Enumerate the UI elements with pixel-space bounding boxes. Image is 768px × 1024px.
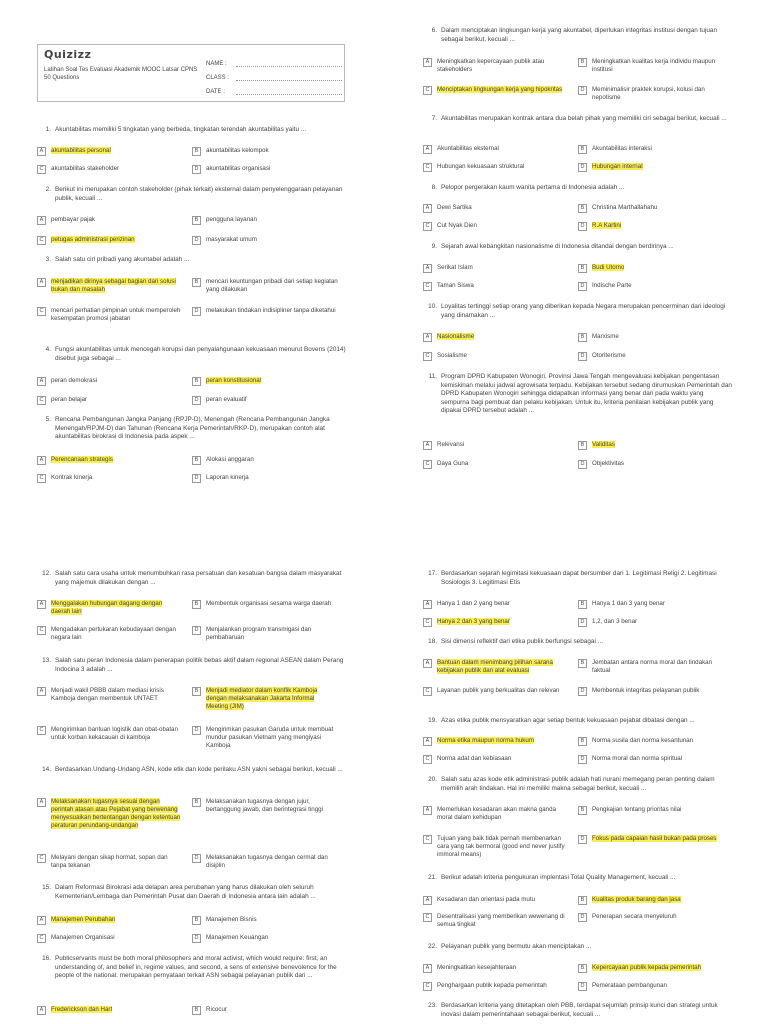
- question-number: 16.: [42, 955, 51, 962]
- question-number: 9.: [431, 243, 437, 250]
- name-field: NAME :: [206, 53, 342, 67]
- option-letter-box: B: [192, 916, 201, 925]
- option-letter-box: A: [423, 58, 432, 67]
- question-number: 18.: [428, 638, 437, 645]
- option-letter-box: C: [37, 236, 46, 245]
- option-text: Mengirimkan pasukan Garuda untuk membuat mundur pasukan Vietnam yang mengiyasi Kamboja: [206, 726, 334, 749]
- option-text: Meningkatkan kualitas kerja individu maupun institusi: [592, 58, 716, 73]
- option-letter-box: A: [423, 264, 432, 273]
- question-text: Rencana Pembangunan Jangka Panjang (RPJP-D), Menengah (Rencana Pembangunan Jangka Menengah/RPJM-D) dan Tahunan (Rencana Kerja Pemerintah/RKP-D), merupakan contoh alat akuntabilitas birokrasi di Indonesia pada aspek ...: [55, 416, 330, 441]
- option-letter-box: A: [37, 377, 46, 386]
- option-letter-box: D: [578, 755, 587, 764]
- option-letter-box: B: [578, 204, 587, 213]
- option-text: pengguna layanan: [206, 216, 257, 223]
- option-text: Akuntabilitas eksternal: [437, 145, 499, 152]
- question-text: Dalam Reformasi Birokrasi ada delapan area perubahan yang harus dilakukan oleh seluruh Kementerian/Lembaga dan Pemerintah Pusat dan Daerah di Indonesia antara lain adalah ...: [55, 884, 316, 900]
- option-text: Otoriterisme: [592, 352, 626, 359]
- option-letter-box: C: [37, 165, 46, 174]
- option-text: Melayani dengan sikap hormat, sopan dan tanpa tekanan: [51, 854, 168, 869]
- option-text: Akuntabilitas interaksi: [592, 145, 652, 152]
- question-text: Fungsi akuntabilitas untuk mencegah korupsi dan penyalahgunaan kekuasaan menurut Bovens (2014) disebut juga sebagai ...: [55, 346, 346, 362]
- question-number: 22.: [428, 943, 437, 950]
- correct-answer-text: Nasionalisme: [437, 333, 475, 340]
- option-text: Marxisme: [592, 333, 619, 340]
- option-text: melakukan tindakan indisipliner tanpa diketahui: [206, 307, 336, 314]
- option-letter-box: C: [37, 474, 46, 483]
- question-number: 6.: [431, 27, 437, 34]
- question-number: 7.: [431, 115, 437, 122]
- question-text: Program DPRD Kabupaten Wonogiri, Provinsi Jawa Tengah mengevaluasi kebijakan pengentasan kemiskinan melalui jadwal agrowisata terpadu. Kebijakan tersebut sedang dirumuskan Pemerintah dan DPRD Kabupaten Wonogiri sehingga didapatkan informasi yang benar dan pada waktu yang sempurna bagi pembuat dan pelaku kebijakan. Untuk itu, kriteria penilaian kebijakan publik yang dipakai DPRD tersebut adalah ...: [441, 373, 732, 415]
- question-number: 8.: [431, 184, 437, 191]
- option-letter-box: B: [578, 600, 587, 609]
- question-number: 12.: [42, 570, 51, 577]
- quiz-title-block: [44, 66, 204, 82]
- option-text: Serikat Islam: [437, 264, 473, 271]
- option-text: akuntabilitas kelompok: [206, 147, 269, 154]
- question-number: 1.: [45, 126, 51, 133]
- correct-answer-text: Bantuan dalam menimbang pilihan sarana kebijakan publik dan alat evaluasi: [437, 659, 553, 674]
- option-letter-box: A: [423, 204, 432, 213]
- correct-answer-text: peran konstitusional: [206, 377, 262, 384]
- option-letter-box: A: [37, 600, 46, 609]
- option-letter-box: A: [37, 216, 46, 225]
- option-text: Penerapan secara menyeluruh: [592, 913, 677, 920]
- option-text: peran evaluatif: [206, 396, 247, 403]
- question-text: Sisi dimensi reflektif dari etika publik berfungsi sebagai ...: [441, 638, 603, 645]
- question-text: Berikut adalah kriteria pengukuran implentasi Total Quality Management, kecuali ...: [441, 874, 676, 881]
- option-letter-box: C: [423, 352, 432, 361]
- quiz-title: Latihan Soal Tes Evaluasi Akademik MOOC Latsar CPNS: [44, 67, 198, 73]
- correct-answer-text: petugas administrasi perizinan: [51, 236, 135, 243]
- question-text: Berdasarkan kriteria yang ditetapkan oleh PBB, terdapat sejumlah prinsip kunci dan strategi untuk inovasi dalam pemerintahaan sebagai berikut, kecuali ...: [441, 1002, 718, 1018]
- option-letter-box: C: [423, 163, 432, 172]
- option-letter-box: B: [578, 896, 587, 905]
- option-letter-box: A: [423, 333, 432, 342]
- question-text: Berdasarkan sejarah legimitasi kekuasaan dapat bersumber dari 1. Legitimasi Religi 2. Legitimasi Sosiologis 3. Legitimasi Etis: [441, 570, 717, 586]
- option-text: Manajemen Keuangan: [206, 934, 269, 941]
- option-text: Memerlukan kesadaran akan makna ganda moral dalam kehidupan: [437, 806, 557, 821]
- option-letter-box: D: [578, 982, 587, 991]
- correct-answer-text: Hubungan internal: [592, 163, 643, 170]
- option-letter-box: A: [423, 600, 432, 609]
- student-fields: [206, 53, 342, 95]
- option-text: Daya Guna: [437, 460, 469, 467]
- option-text: mencari perhatian pimpinan untuk memperoleh kesempatan promosi jabatan: [51, 307, 181, 322]
- option-text: Menjalankan program transmigasi dan pembaharuan: [206, 626, 312, 641]
- option-text: Penghargaan publik kepada pemerintah: [437, 982, 547, 989]
- option-letter-box: D: [192, 236, 201, 245]
- option-text: Taman Siswa: [437, 282, 474, 289]
- option-letter-box: B: [192, 278, 201, 287]
- option-letter-box: D: [578, 618, 587, 627]
- question-text: Dalam menciptakan lingkungan kerja yang akuntabel, diperlukan integritas institusi dengan tujuan sebagai berikut, kecuali ...: [441, 27, 718, 43]
- option-letter-box: D: [578, 86, 587, 95]
- option-text: Norma adat dan kebiasaan: [437, 755, 512, 762]
- option-letter-box: D: [578, 352, 587, 361]
- option-letter-box: D: [192, 396, 201, 405]
- correct-answer-text: Budi Utomo: [592, 264, 625, 271]
- question-count: 50 Questions: [44, 75, 80, 81]
- option-text: Menjadi wakil PBBB dalam mediasi krisis Kamboja dengan membentuk UNTAET: [51, 687, 164, 702]
- option-letter-box: B: [578, 145, 587, 154]
- option-letter-box: B: [578, 333, 587, 342]
- date-field: DATE :: [206, 81, 342, 95]
- option-text: mencari keuntungan pribadi dari setiap kegiatan yang dilakukan: [206, 278, 338, 293]
- option-letter-box: C: [423, 86, 432, 95]
- question-number: 17.: [428, 570, 437, 577]
- option-text: Pengkajian tentang prioritas nilai: [592, 806, 682, 813]
- correct-answer-text: Menggalakan hubungan dagang dengan daerah lain: [51, 600, 163, 615]
- question-text: Salah satu azas kode etik administrasi publik adalah hati nurani memegang peran penting dalam memilih arah tindakan. Hal ini memiliki makna sebagai berikut, kecuali ...: [441, 776, 715, 792]
- option-letter-box: C: [423, 618, 432, 627]
- question-text: Berikut ini merupakan contoh stakeholder (pihak terkait) eksternal dalam penyelenggaraan pelayanan publik, kecuali ...: [55, 186, 343, 202]
- correct-answer-text: Fokus pada capaian hasil bukan pada proses: [592, 835, 717, 842]
- option-letter-box: B: [192, 1006, 201, 1015]
- quizizz-logo: Quizizz: [44, 48, 92, 61]
- quiz-header: [37, 44, 345, 102]
- option-letter-box: A: [37, 456, 46, 465]
- question-text: Publicservants must be both moral philosophers and moral activist, which would require: first, an understanding of, and belief in, regime values, and second, a sens of extensive benevolence for the people of the national. merupakan pernyataan terkait ASN sebagai pelayanan publik dari ...: [55, 955, 337, 980]
- correct-answer-text: Hanya 2 dan 3 yang benar: [437, 618, 510, 625]
- correct-answer-text: Kepercayaan publik kepada pemerintah: [592, 964, 702, 971]
- option-letter-box: B: [192, 377, 201, 386]
- option-letter-box: B: [578, 964, 587, 973]
- option-letter-box: C: [423, 687, 432, 696]
- option-text: peran belajar: [51, 396, 88, 403]
- option-letter-box: D: [192, 934, 201, 943]
- option-text: Indische Parte: [592, 282, 632, 289]
- question-number: 5.: [45, 416, 51, 423]
- option-letter-box: D: [578, 222, 587, 231]
- question-number: 15.: [42, 884, 51, 891]
- correct-answer-text: Perencanaan strategis: [51, 456, 113, 463]
- option-text: 1,2, dan 3 benar: [592, 618, 638, 625]
- option-letter-box: C: [423, 282, 432, 291]
- option-letter-box: B: [192, 147, 201, 156]
- question-text: Sejarah awal kebangkitan nasionalisme di Indonesia ditandai dengan berdirinya ...: [441, 243, 674, 250]
- option-text: Layanan publik yang berkualitas dan relevan: [437, 687, 560, 694]
- option-letter-box: A: [37, 798, 46, 807]
- option-letter-box: A: [423, 737, 432, 746]
- option-letter-box: B: [578, 806, 587, 815]
- option-letter-box: D: [192, 854, 201, 863]
- question-number: 2.: [45, 186, 51, 193]
- option-text: akuntabilitas organisasi: [206, 165, 271, 172]
- option-letter-box: A: [423, 806, 432, 815]
- option-letter-box: B: [192, 216, 201, 225]
- option-letter-box: C: [37, 854, 46, 863]
- option-letter-box: D: [578, 913, 587, 922]
- option-letter-box: D: [192, 726, 201, 735]
- question-number: 19.: [428, 717, 437, 724]
- option-text: Relevansi: [437, 441, 465, 448]
- question-number: 4.: [45, 346, 51, 353]
- option-letter-box: A: [37, 687, 46, 696]
- option-letter-box: C: [423, 460, 432, 469]
- option-letter-box: C: [37, 626, 46, 635]
- option-letter-box: B: [192, 798, 201, 807]
- option-text: Laporan kinerja: [206, 474, 249, 481]
- question-text: Salah satu peran Indonesia dalam penerapan politik bebas aktif dalam regional ASEAN dalam Perang Indocina 3 adalah ...: [55, 657, 344, 673]
- option-text: Hubungan kekuasaan struktural: [437, 163, 525, 170]
- correct-answer-text: Validitas: [592, 441, 615, 448]
- option-letter-box: A: [37, 147, 46, 156]
- option-letter-box: B: [578, 58, 587, 67]
- option-text: Sosialisme: [437, 352, 467, 359]
- option-text: Meningkatkan kepercayaan publik atau stakeholders: [437, 58, 545, 73]
- option-letter-box: C: [37, 396, 46, 405]
- option-letter-box: C: [423, 913, 432, 922]
- class-field: CLASS :: [206, 67, 342, 81]
- question-number: 10.: [428, 303, 437, 310]
- option-text: Pemerataan pembangunan: [592, 982, 667, 989]
- question-text: Loyalitas tertinggi setiap orang yang diberikan kepada Negara merupakan pencerminan dari ideologi yang dinamakan ...: [441, 303, 726, 319]
- question-number: 13.: [42, 657, 51, 664]
- option-text: Norma susila dan norma kesantunan: [592, 737, 694, 744]
- option-text: Tujuan yang baik tidak pernah membenarkan cara yang tak bermoral (good end never justify immoral means): [437, 835, 565, 858]
- question-number: 23.: [428, 1002, 437, 1009]
- option-text: Norma moral dan norma spiritual: [592, 755, 683, 762]
- question-text: Akuntabilitas memiliki 5 tingkatan yang berbeda, tingkatan terendah akuntabilitas yaitu ...: [55, 126, 307, 133]
- option-letter-box: D: [578, 282, 587, 291]
- option-text: peran demokrasi: [51, 377, 98, 384]
- question-text: Salah satu cara usaha untuk menumbuhkan rasa persatuan dan kesatuan bangsa dalam masyarakat yang majemuk dilakukan dengan ...: [55, 570, 342, 586]
- option-text: Christina Marthallahahu: [592, 204, 658, 211]
- option-text: Membentuk organisasi sesama warga daerah: [206, 600, 332, 607]
- option-letter-box: C: [423, 222, 432, 231]
- correct-answer-text: Kualitas produk barang dan jasa: [592, 896, 681, 903]
- question-text: Pelayanan publik yang bermutu akan menciptakan ...: [441, 943, 592, 950]
- question-text: Berdasarkan Undang-Undang ASN, kode etik dan kode perilaku ASN yakni sebagai berikut, kecuali ...: [55, 766, 343, 773]
- question-number: 11.: [428, 373, 437, 380]
- option-letter-box: A: [423, 896, 432, 905]
- option-text: Kontrak kinerja: [51, 474, 93, 481]
- option-text: Melaksanakan tugasnya dengan cermat dan disiplin: [206, 854, 328, 869]
- option-letter-box: B: [578, 264, 587, 273]
- option-letter-box: B: [192, 600, 201, 609]
- option-text: Melaksanakan tugasnya dengan jujur, bertanggung jawab, dan berintegrasi tinggi: [206, 798, 323, 813]
- option-text: Kesadaran dan orientasi pada mutu: [437, 896, 536, 903]
- option-letter-box: D: [578, 460, 587, 469]
- option-text: Manajemen Bisnis: [206, 916, 257, 923]
- option-letter-box: B: [192, 687, 201, 696]
- option-letter-box: C: [37, 307, 46, 316]
- option-letter-box: D: [192, 165, 201, 174]
- option-letter-box: C: [423, 755, 432, 764]
- option-text: pembayar pajak: [51, 216, 96, 223]
- correct-answer-text: Menciptakan lingkungan kerja yang hipokritas: [437, 86, 563, 93]
- option-text: Manajemen Organisasi: [51, 934, 115, 941]
- option-text: Meminimalisir praktek korupsi, kolusi dan nepotisme: [592, 86, 705, 101]
- question-text: Akuntabilitas merupakan kontrak antara dua belah pihak yang memiliki ciri sebagai berikut, kecuali ...: [441, 115, 727, 122]
- option-letter-box: D: [192, 307, 201, 316]
- question-number: 21.: [428, 874, 437, 881]
- option-letter-box: B: [578, 659, 587, 668]
- option-letter-box: C: [423, 835, 432, 844]
- option-letter-box: B: [578, 737, 587, 746]
- option-letter-box: D: [192, 626, 201, 635]
- question-text: Azas etika publik mensyaratkan agar setiap bentuk kekuasaan pejabat dibatasi dengan ...: [441, 717, 695, 724]
- option-letter-box: A: [423, 964, 432, 973]
- option-text: Meningkatkan kesejahteraan: [437, 964, 517, 971]
- option-letter-box: B: [192, 456, 201, 465]
- option-letter-box: B: [578, 441, 587, 450]
- option-letter-box: A: [37, 1006, 46, 1015]
- option-letter-box: D: [578, 835, 587, 844]
- option-letter-box: A: [423, 441, 432, 450]
- option-text: Cut Nyak Dien: [437, 222, 477, 229]
- option-letter-box: A: [37, 278, 46, 287]
- option-letter-box: D: [578, 687, 587, 696]
- question-number: 14.: [42, 766, 51, 773]
- option-letter-box: D: [192, 474, 201, 483]
- option-letter-box: C: [423, 982, 432, 991]
- option-text: Hanya 1 dan 3 yang benar: [592, 600, 665, 607]
- option-text: Jembatan antara norma moral dan tindakan faktual: [592, 659, 713, 674]
- option-text: Dewi Sartika: [437, 204, 472, 211]
- option-text: akuntabilitas stakeholder: [51, 165, 120, 172]
- option-text: Mengadakan pertukaran kebudayaan dengan negara lain: [51, 626, 176, 641]
- option-letter-box: A: [423, 145, 432, 154]
- option-text: Membentuk integritas pelayanan publik: [592, 687, 700, 694]
- option-letter-box: A: [423, 659, 432, 668]
- question-number: 3.: [45, 256, 51, 263]
- option-text: Desentralisasi yang memberikan wewenang di semua tingkat: [437, 913, 565, 928]
- option-letter-box: D: [578, 163, 587, 172]
- option-text: Mengirimkan bantuan logistik dan obat-obatan untuk korban kekacauan di kamboja: [51, 726, 178, 741]
- option-letter-box: C: [37, 726, 46, 735]
- question-text: Pelopor pergerakan kaum wanita pertama di Indonesia adalah ...: [441, 184, 625, 191]
- option-text: Hanya 1 dan 2 yang benar: [437, 600, 510, 607]
- option-letter-box: C: [37, 934, 46, 943]
- option-text: Alokasi anggaran: [206, 456, 254, 463]
- option-text: Objektivitas: [592, 460, 624, 467]
- option-text: Ricocur: [206, 1006, 227, 1013]
- correct-answer-text: Melaksanakan tugasnya sesuai dengan perintah atasan atau Pejabat yang berwenang menyesuaikan bertentangan dengan ketentuan peraturan perundang-undangan: [51, 798, 181, 829]
- question-text: Salah satu ciri pribadi yang akuntabel adalah ...: [55, 256, 190, 263]
- correct-answer-text: Frederickson dan Hart: [51, 1006, 113, 1013]
- question-number: 20.: [428, 776, 437, 783]
- option-text: masyarakat umum: [206, 236, 257, 243]
- correct-answer-text: menjadikan dirinya sebagai bagian dari solusi bukan dan masalah: [51, 278, 176, 293]
- correct-answer-text: Menjadi mediator dalam konflik Kamboja dengan melaksanakan Jakarta Informal Meeting (JIM): [206, 687, 318, 710]
- correct-answer-text: Manajemen Perubahan: [51, 916, 116, 923]
- correct-answer-text: R.A Kartini: [592, 222, 622, 229]
- correct-answer-text: akuntabilitas personal: [51, 147, 111, 154]
- option-letter-box: A: [37, 916, 46, 925]
- correct-answer-text: Norma etika maupun norma hukum: [437, 737, 534, 744]
